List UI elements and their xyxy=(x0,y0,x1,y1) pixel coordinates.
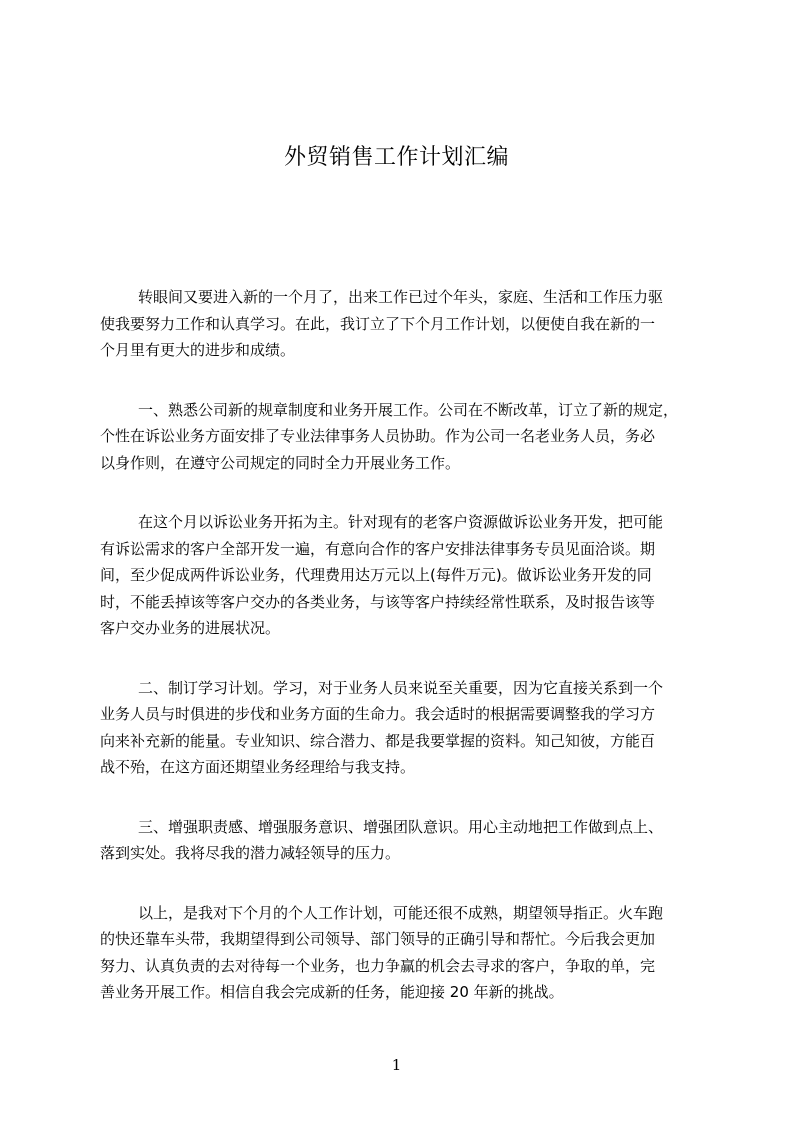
paragraph-line: 战不殆，在这方面还期望业务经理给与我支持。 xyxy=(100,758,416,776)
paragraph-litigation xyxy=(100,509,700,642)
paragraph-section-1 xyxy=(100,397,700,477)
paragraph-line: 在这个月以诉讼业务开拓为主。针对现有的老客户资源做诉讼业务开发，把可能 xyxy=(138,513,664,531)
paragraph-line: 的快还靠车头带，我期望得到公司领导、部门领导的正确引导和帮忙。今后我会更加 xyxy=(100,930,656,948)
paragraph-line: 转眼间又要进入新的一个月了，出来工作已过个年头，家庭、生活和工作压力驱 xyxy=(138,288,664,306)
document-body xyxy=(100,284,700,1039)
paragraph-line: 三、增强职责感、增强服务意识、增强团队意识。用心主动地把工作做到点上、 xyxy=(138,817,664,836)
paragraph-line: 以身作则，在遵守公司规定的同时全力开展业务工作。 xyxy=(100,453,461,472)
paragraph-line: 个性在诉讼业务方面安排了专业法律事务人员协助。作为公司一名老业务人员，务必 xyxy=(100,427,656,445)
paragraph-line: 善业务开展工作。相信自我会完成新的任务，能迎接 20 年新的挑战。 xyxy=(100,983,564,1001)
paragraph-line: 业务人员与时俱进的步伐和业务方面的生命力。我会适时的根据需要调整我的学习方 xyxy=(100,705,656,723)
paragraph-line: 客户交办业务的进展状况。 xyxy=(100,619,281,637)
paragraph-line: 有诉讼需求的客户全部开发一遍，有意向合作的客户安排法律事务专员见面洽谈。期 xyxy=(100,539,656,558)
paragraph-line: 向来补充新的能量。专业知识、综合潜力、都是我要掌握的资料。知己知彼，方能百 xyxy=(100,731,656,750)
paragraph-line: 时，不能丢掉该等客户交办的各类业务，与该等客户持续经常性联系，及时报告该等 xyxy=(100,592,656,611)
paragraph-line: 落到实处。我将尽我的潜力减轻领导的压力。 xyxy=(100,844,401,862)
paragraph-line: 个月里有更大的进步和成绩。 xyxy=(100,341,296,359)
paragraph-section-2 xyxy=(100,675,700,781)
paragraph-line: 一、熟悉公司新的规章制度和业务开展工作。公司在不断改革，订立了新的规定， xyxy=(138,400,679,419)
page-number: 1 xyxy=(391,1056,402,1074)
paragraph-line: 使我要努力工作和认真学习。在此，我订立了下个月工作计划，以便使自我在新的一 xyxy=(100,314,656,333)
paragraph-line: 二、制订学习计划。学习，对于业务人员来说至关重要，因为它直接关系到一个 xyxy=(138,678,664,697)
page-title: 外贸销售工作计划汇编 xyxy=(283,145,509,170)
paragraph-line: 以上，是我对下个月的个人工作计划，可能还很不成熟，期望领导指正。火车跑 xyxy=(138,903,664,922)
paragraph-section-3 xyxy=(100,814,700,867)
paragraph-conclusion xyxy=(100,900,700,1006)
paragraph-intro xyxy=(100,284,700,364)
paragraph-line: 努力、认真负责的去对待每一个业务，也力争赢的机会去寻求的客户，争取的单，完 xyxy=(100,956,656,975)
paragraph-line: 间，至少促成两件诉讼业务，代理费用达万元以上(每件万元)。做诉讼业务开发的同 xyxy=(100,566,652,584)
